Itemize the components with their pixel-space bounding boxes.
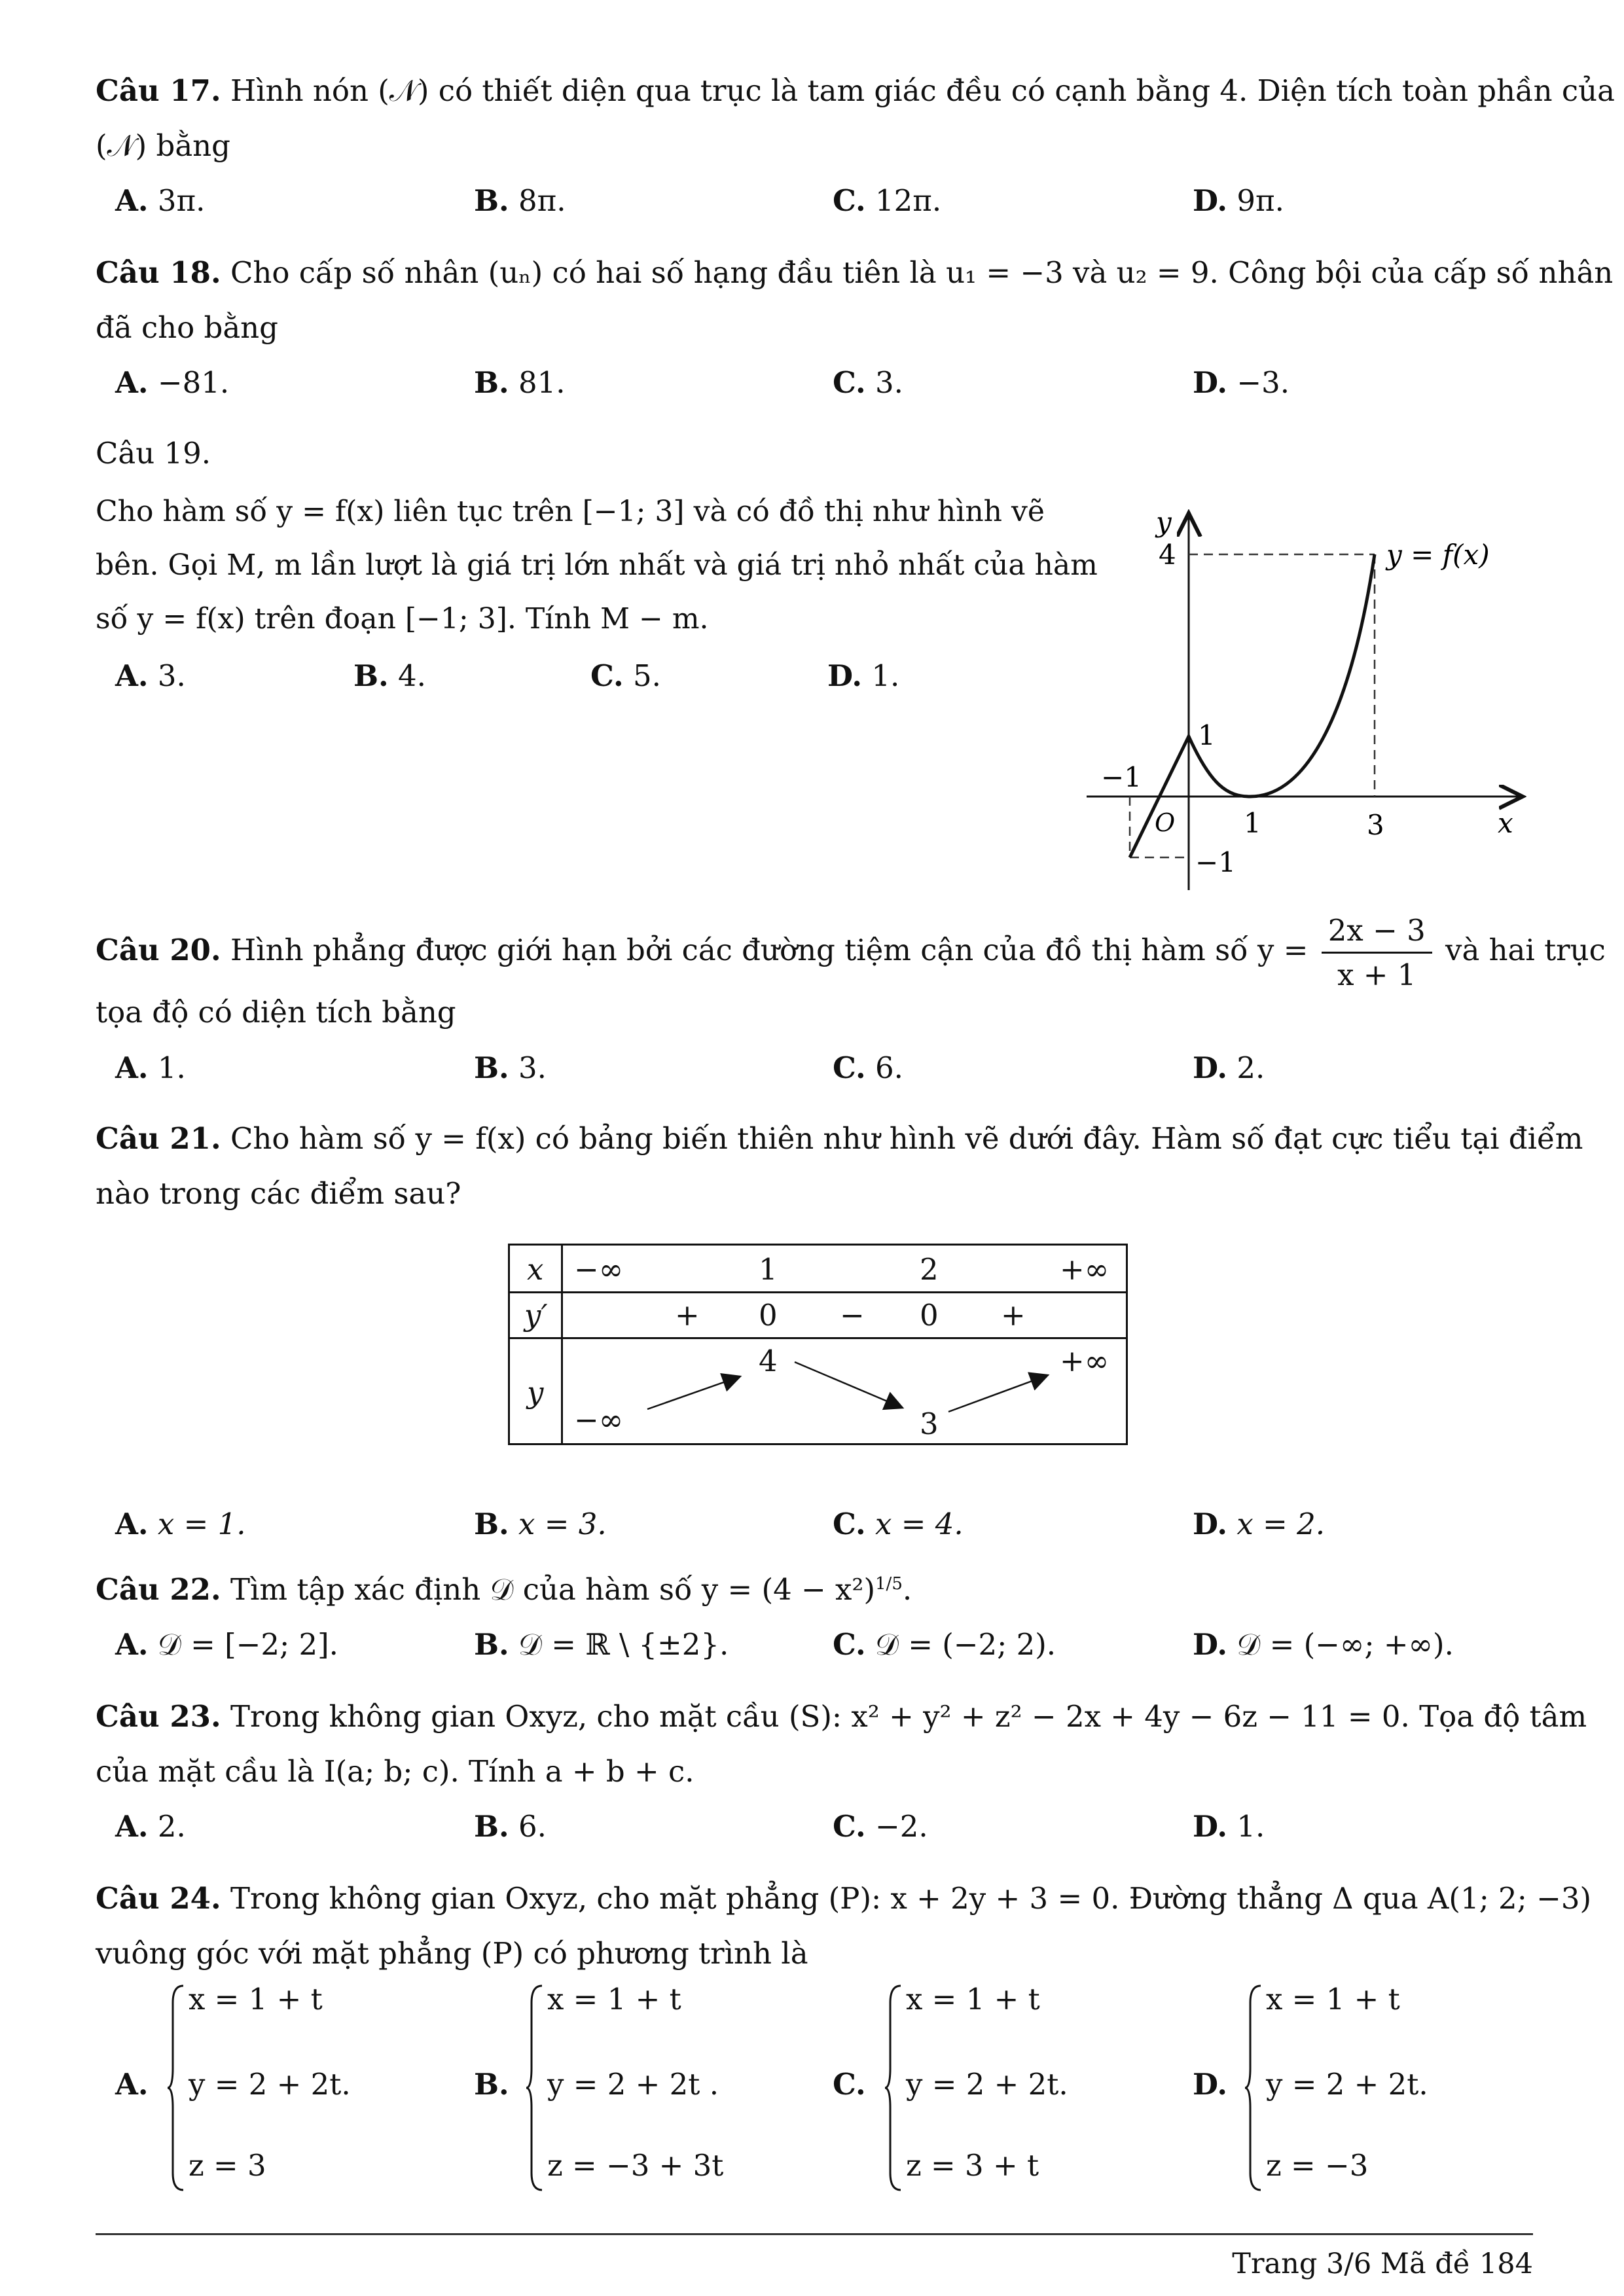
q22-label: Câu 22. [96, 1572, 221, 1607]
label-xm1: −1 [1101, 761, 1142, 793]
q22-option-b[interactable]: B. 𝒟 = ℝ \ {±2}. [474, 1627, 729, 1662]
q20-text-b: và hai trục [1445, 933, 1606, 967]
brace-icon [166, 1983, 186, 2193]
q18-option-c[interactable]: C. 3. [833, 365, 903, 400]
curve-label: y = f(x) [1386, 539, 1490, 571]
q23-option-a[interactable]: A. 2. [115, 1809, 186, 1844]
q19-label: Câu 19. [96, 436, 211, 471]
q22-line1 [96, 1572, 912, 1607]
q23-line1 [96, 1699, 1587, 1734]
q22-exponent: 1/5 [875, 1574, 903, 1594]
arrow-up-1 [647, 1376, 740, 1409]
q18-option-d[interactable]: D. −3. [1193, 365, 1290, 400]
q24-line1 [96, 1881, 1591, 1916]
q18-line1 [96, 255, 1613, 290]
q19-option-c[interactable]: C. 5. [590, 658, 661, 693]
q21-option-b[interactable]: B. x = 3. [474, 1507, 607, 1541]
q20-option-a[interactable]: A. 1. [115, 1050, 186, 1085]
q18-option-a[interactable]: A. −81. [115, 365, 230, 400]
vt-arrows [510, 1337, 1126, 1443]
q19-line3: số y = f(x) trên đoạn [−1; 3]. Tính M − m. [96, 602, 709, 636]
q19-option-b[interactable]: B. 4. [353, 658, 426, 693]
q19-option-d[interactable]: D. 1. [827, 658, 900, 693]
q22-option-d[interactable]: D. 𝒟 = (−∞; +∞). [1193, 1627, 1454, 1662]
vt-yp-plus2: + [1001, 1298, 1026, 1333]
q17-line2: (𝒩) bằng [96, 128, 230, 163]
q23-option-d[interactable]: D. 1. [1193, 1809, 1265, 1844]
q21-label: Câu 21. [96, 1121, 221, 1156]
vt-y-end: +∞ [1060, 1344, 1110, 1378]
brace-icon [525, 1983, 545, 2193]
y-axis-label: y [1156, 506, 1172, 538]
vt-yp-minus: − [840, 1298, 865, 1333]
q17-text: Hình nón (𝒩) có thiết diện qua trục là tam giác đều có cạnh bằng 4. Diện tích toàn phần của [230, 73, 1615, 108]
variation-table [508, 1244, 1128, 1445]
q20-option-b[interactable]: B. 3. [474, 1050, 547, 1085]
q18-option-b[interactable]: B. 81. [474, 365, 566, 400]
arrow-up-2 [948, 1375, 1048, 1412]
arrow-down [795, 1362, 903, 1408]
q21-option-a[interactable]: A. x = 1. [115, 1507, 246, 1541]
q20-option-c[interactable]: C. 6. [833, 1050, 903, 1085]
q23-label: Câu 23. [96, 1699, 221, 1734]
q21-option-c[interactable]: C. x = 4. [833, 1507, 964, 1541]
vt-x-pos-inf: +∞ [1060, 1252, 1110, 1287]
q24-line2: vuông góc với mặt phẳng (P) có phương trình là [96, 1936, 808, 1971]
label-y4: 4 [1159, 539, 1176, 571]
q18-label: Câu 18. [96, 255, 221, 290]
vt-x-1: 1 [759, 1252, 778, 1287]
q19-graph [1087, 497, 1545, 903]
vt-x-2: 2 [920, 1252, 939, 1287]
q24-label: Câu 24. [96, 1881, 221, 1916]
q21-option-d[interactable]: D. x = 2. [1193, 1507, 1326, 1541]
q20-line2: tọa độ có diện tích bằng [96, 995, 456, 1030]
q21-line2: nào trong các điểm sau? [96, 1176, 461, 1211]
footer-rule [96, 2233, 1533, 2235]
q18-text: Cho cấp số nhân (uₙ) có hai số hạng đầu tiên là u₁ = −3 và u₂ = 9. Công bội của cấp số nhân [230, 255, 1614, 290]
q19-option-a[interactable]: A. 3. [115, 658, 186, 693]
vt-y-label: y [527, 1375, 544, 1410]
vt-x-neg-inf: −∞ [574, 1252, 624, 1287]
q22-option-c[interactable]: C. 𝒟 = (−2; 2). [833, 1627, 1056, 1662]
label-y1: 1 [1198, 719, 1216, 751]
q17-option-a[interactable]: A. 3π. [115, 183, 206, 218]
vt-yp-zero1: 0 [759, 1298, 778, 1333]
q17-option-c[interactable]: C. 12π. [833, 183, 942, 218]
q20-denominator: x + 1 [1337, 958, 1416, 992]
q24-text: Trong không gian Oxyz, cho mặt phẳng (P): x + 2y + 3 = 0. Đường thẳng Δ qua A(1; 2; −3) [230, 1881, 1592, 1916]
q17-option-b[interactable]: B. 8π. [474, 183, 566, 218]
q23-line2: của mặt cầu là I(a; b; c). Tính a + b + c. [96, 1754, 695, 1789]
q20-fraction [1322, 913, 1432, 992]
q20-text-a: Hình phẳng được giới hạn bởi các đường tiệm cận của đồ thị hàm số y = [230, 933, 1308, 967]
label-x3: 3 [1367, 809, 1384, 841]
q18-line2: đã cho bằng [96, 310, 278, 345]
vt-y-max: 4 [759, 1344, 778, 1378]
vt-y-start: −∞ [574, 1403, 624, 1437]
q19-line2: bên. Gọi M, m lần lượt là giá trị lớn nhất và giá trị nhỏ nhất của hàm [96, 548, 1098, 582]
q22-option-a[interactable]: A. 𝒟 = [−2; 2]. [115, 1627, 338, 1662]
q23-option-b[interactable]: B. 6. [474, 1809, 547, 1844]
q17-label: Câu 17. [96, 73, 221, 108]
q20-numerator: 2x − 3 [1322, 913, 1432, 954]
vt-x-label: x [527, 1252, 544, 1287]
x-axis-label: x [1498, 807, 1513, 839]
q19-line1: Cho hàm số y = f(x) liên tục trên [−1; 3] và có đồ thị như hình vẽ [96, 495, 1045, 528]
q17-option-d[interactable]: D. 9π. [1193, 183, 1284, 218]
vt-yp-plus1: + [675, 1298, 700, 1333]
q22-text: Tìm tập xác định 𝒟 của hàm số y = (4 − x²) [230, 1572, 876, 1607]
vt-y-min: 3 [920, 1407, 939, 1441]
q20-line1 [96, 913, 1606, 992]
label-x1: 1 [1244, 807, 1261, 839]
brace-icon [884, 1983, 903, 2193]
brace-icon [1244, 1983, 1263, 2193]
q23-option-c[interactable]: C. −2. [833, 1809, 928, 1844]
q20-label: Câu 20. [96, 933, 221, 967]
q17-line1 [96, 73, 1615, 109]
origin-label: O [1155, 808, 1176, 837]
q20-option-d[interactable]: D. 2. [1193, 1050, 1265, 1085]
vt-yp-label: y′ [524, 1298, 548, 1333]
vt-yp-zero2: 0 [920, 1298, 939, 1333]
q21-text: Cho hàm số y = f(x) có bảng biến thiên như hình vẽ dưới đây. Hàm số đạt cực tiểu tại điểm [230, 1121, 1583, 1156]
label-ym1: −1 [1195, 846, 1236, 878]
page-footer: Trang 3/6 Mã đề 184 [1232, 2248, 1533, 2280]
q21-line1 [96, 1121, 1583, 1156]
q22-text-end: . [902, 1572, 912, 1607]
q23-text: Trong không gian Oxyz, cho mặt cầu (S): x² + y² + z² − 2x + 4y − 6z − 11 = 0. Tọa độ tâm [230, 1699, 1587, 1734]
